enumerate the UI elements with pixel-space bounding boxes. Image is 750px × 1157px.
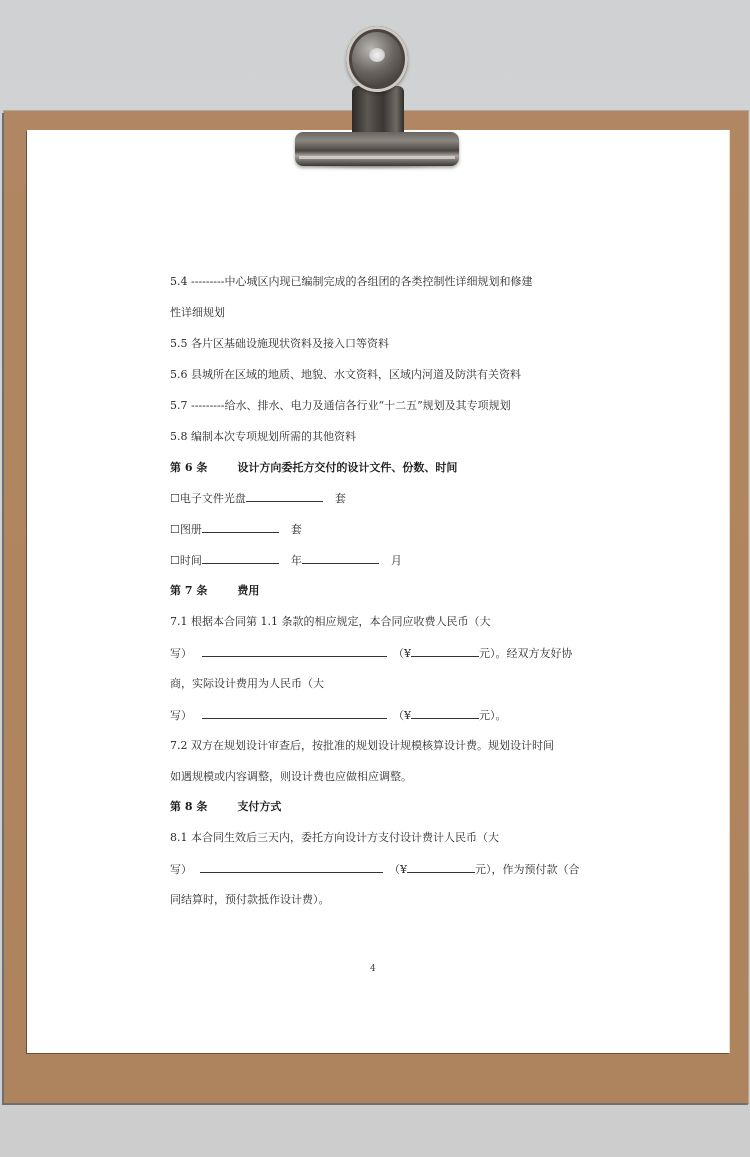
prepay-suffix: 元），作为预付款（合 — [475, 863, 580, 876]
page-number: 4 — [370, 964, 376, 974]
checkbox-album-label[interactable]: ☐图册 — [170, 523, 202, 536]
actual-fee-capital-blank[interactable] — [202, 707, 387, 719]
clause-7-1-line4 — [170, 707, 507, 723]
clause-7-1-line3: 商，实际设计费用为人民币（大 — [170, 677, 324, 690]
article-7-number: 第 7 条 — [170, 584, 208, 597]
article-6-title: 设计方向委托方交付的设计文件、份数、时间 — [237, 461, 458, 474]
fee-capital-blank[interactable] — [202, 645, 387, 657]
checkbox-time-label[interactable]: ☐时间 — [170, 554, 202, 567]
actual-fee-amount-blank[interactable] — [411, 707, 479, 719]
clause-7-1-line1: 7.1 根据本合同第 1.1 条款的相应规定，本合同应收费人民币（大 — [170, 615, 491, 628]
disc-count-blank[interactable] — [246, 490, 323, 502]
month-unit: 月 — [390, 554, 402, 567]
article-7-heading — [170, 583, 259, 599]
clip-hole — [369, 48, 385, 62]
checkbox-disc-label[interactable]: ☐电子文件光盘 — [170, 492, 246, 505]
clause-5-6: 5.6 县城所在区域的地质、地貌、水文资料，区域内河道及防洪有关资料 — [170, 368, 521, 381]
year-unit: 年 — [290, 554, 302, 567]
clause-7-1-line2 — [170, 645, 573, 661]
clause-5-4-line1: 5.4 ---------中心城区内现已编制完成的各组团的各类控制性详细规划和修建 — [170, 275, 533, 288]
clause-8-1-line3: 同结算时，预付款抵作设计费）。 — [170, 893, 330, 906]
year-blank[interactable] — [202, 552, 279, 564]
clause-5-8: 5.8 编制本次专项规划所需的其他资料 — [170, 430, 356, 443]
clip-bar — [295, 132, 459, 166]
clause-7-2-line2: 如遇规模或内容调整，则设计费也应做相应调整。 — [170, 770, 412, 783]
clause-5-7: 5.7 ---------给水、排水、电力及通信各行业“十二五”规划及其专项规划 — [170, 399, 511, 412]
yen-open: （¥ — [393, 647, 411, 660]
clause-7-2-line1: 7.2 双方在规划设计审查后，按批准的规划设计规模核算设计费。规划设计时间 — [170, 739, 554, 752]
capital-prefix: 写） — [170, 709, 192, 722]
yen-open: （¥ — [389, 863, 407, 876]
item-album — [170, 521, 302, 537]
article-8-title: 支付方式 — [237, 800, 282, 813]
item-disc — [170, 490, 346, 506]
article-6-number: 第 6 条 — [170, 461, 208, 474]
article-7-title: 费用 — [237, 584, 260, 597]
metal-clip — [283, 24, 467, 172]
album-count-blank[interactable] — [202, 521, 279, 533]
yen-open: （¥ — [393, 709, 411, 722]
clip-bar-highlight — [299, 156, 455, 159]
document-page — [27, 130, 729, 1053]
capital-prefix: 写） — [170, 647, 192, 660]
month-blank[interactable] — [302, 552, 379, 564]
prepay-amount-blank[interactable] — [407, 861, 475, 873]
prepay-capital-blank[interactable] — [200, 861, 383, 873]
clause-8-1-line1: 8.1 本合同生效后三天内，委托方向设计方支付设计费计人民币（大 — [170, 831, 499, 844]
fee-suffix: 元）。经双方友好协 — [479, 647, 573, 660]
actual-fee-suffix: 元）。 — [479, 709, 507, 722]
item-time — [170, 552, 402, 568]
article-6-heading — [170, 460, 457, 476]
clause-8-1-line2 — [170, 861, 580, 877]
article-8-number: 第 8 条 — [170, 800, 208, 813]
article-8-heading — [170, 799, 281, 815]
clip-ring — [346, 26, 408, 92]
album-unit: 套 — [290, 523, 302, 536]
capital-prefix: 写） — [170, 863, 192, 876]
disc-unit: 套 — [334, 492, 346, 505]
clause-5-4-line2: 性详细规划 — [170, 306, 225, 319]
clause-5-5: 5.5 各片区基础设施现状资料及接入口等资料 — [170, 337, 389, 350]
fee-amount-blank[interactable] — [411, 645, 479, 657]
